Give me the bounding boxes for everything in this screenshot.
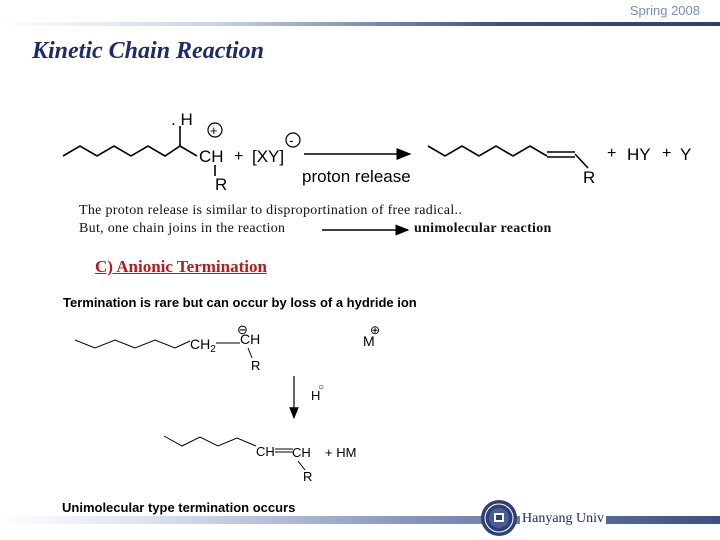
h-label: H bbox=[311, 388, 321, 403]
anionic-footer: Unimolecular type termination occurs bbox=[62, 500, 296, 515]
reactant-chain bbox=[63, 146, 197, 156]
ch-label: CH bbox=[199, 147, 224, 166]
plus-charge: + bbox=[210, 123, 218, 138]
body-line-1: The proton release is similar to disproportination of free radical.. bbox=[79, 203, 463, 218]
hydride-charge: ○ bbox=[318, 382, 325, 393]
hy-label: HY bbox=[627, 145, 651, 164]
footer-bar bbox=[0, 516, 720, 524]
plus-sign-2: + bbox=[607, 145, 617, 162]
carbanion-minus: ⊖ bbox=[237, 322, 248, 337]
page-title: Kinetic Chain Reaction bbox=[32, 38, 265, 64]
university-name: Hanyang Univ bbox=[522, 511, 605, 526]
product-bond-r bbox=[575, 154, 588, 168]
r-label: R bbox=[215, 175, 228, 194]
body-line-2-result: unimolecular reaction bbox=[414, 221, 552, 236]
product-r-label: R bbox=[303, 469, 313, 484]
ch-label: CH bbox=[240, 331, 261, 347]
xy-label: [XY] bbox=[252, 147, 285, 166]
ch-r-bond bbox=[248, 348, 252, 358]
university-logo-icon bbox=[480, 499, 518, 537]
product-ch-left: CH bbox=[256, 444, 275, 459]
body-line-2: But, one chain joins in the reaction bbox=[79, 221, 286, 236]
minus-charge: - bbox=[289, 132, 294, 148]
anionic-heading: Termination is rare but can occur by loss of a hydride ion bbox=[63, 295, 417, 310]
ch2-label: $CH_2$ bbox=[190, 336, 216, 355]
m-label: M bbox=[363, 333, 375, 349]
product-hm: + HM bbox=[325, 445, 357, 460]
product-r-label: R bbox=[583, 168, 596, 187]
y-label: Y bbox=[680, 145, 692, 164]
anionic-product-chain bbox=[164, 436, 256, 446]
cation-plus: ⊕ bbox=[370, 323, 381, 337]
r1-label: R bbox=[251, 358, 261, 373]
plus-sign-1: + bbox=[234, 148, 244, 165]
h-label: . H bbox=[171, 110, 193, 129]
season-label: Spring 2008 bbox=[629, 3, 700, 18]
arrow-label: proton release bbox=[302, 167, 411, 186]
product-ch-right: CH bbox=[292, 445, 311, 460]
section-subtitle: C) Anionic Termination bbox=[95, 257, 267, 276]
plus-sign-3: + bbox=[662, 145, 672, 162]
anionic-reactant-chain bbox=[75, 340, 190, 348]
product-chain bbox=[428, 146, 547, 156]
